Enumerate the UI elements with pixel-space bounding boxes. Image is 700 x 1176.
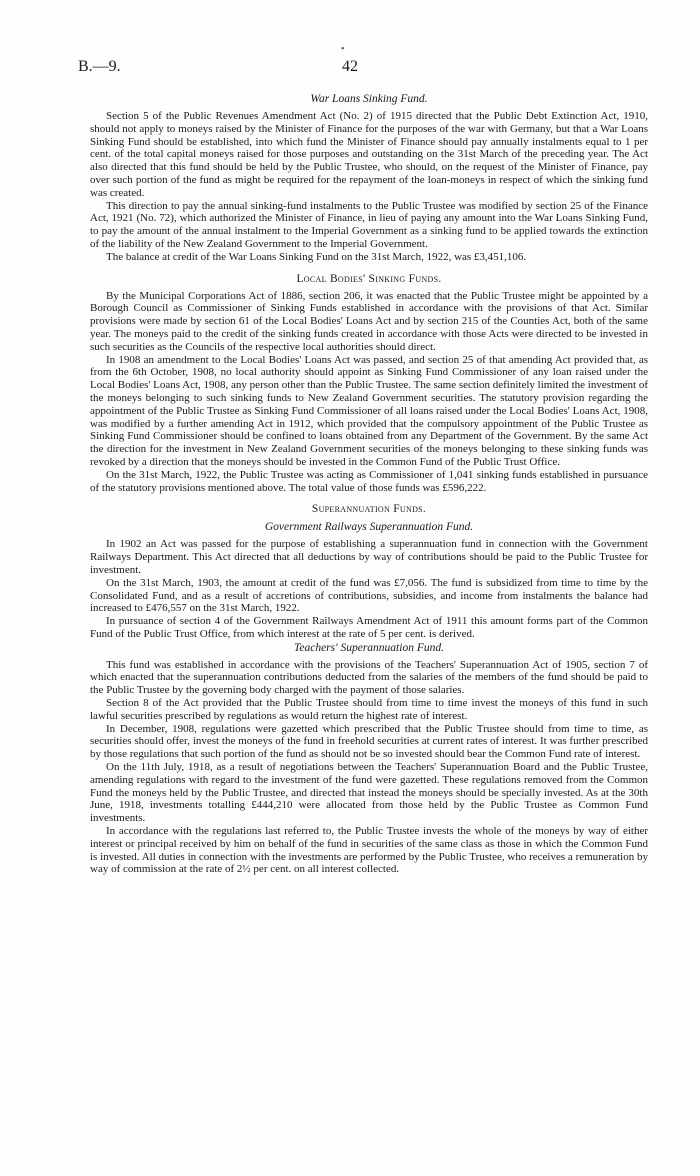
section-title-superannuation: Superannuation Funds. bbox=[311, 503, 427, 516]
paragraph: By the Municipal Corporations Act of 1886, section 206, it was enacted that the Public Trustee might be appointed by a Borough Council as Commissioner of Sinking Funds established in accordance with the provisions of that Act. Similar provisions were made by section 61 of the Local Bodies' Loans Act and by section 215 of the Counties Act, both of the same year. The moneys paid to the credit of the sinking funds created in accordance with those Acts were directed to be invested in such securities as the Councils of the respective local authorities should direct. bbox=[90, 289, 648, 353]
report-reference: B.—9. bbox=[78, 58, 121, 75]
paragraph: On the 11th July, 1918, as a result of negotiations between the Teachers' Superannuation Board and the Public Trustee, amending regulations with regard to the investment of the fund were gazetted. These regulations removed from the Common Fund the moneys held by the Public Trustee, and directed that instead the moneys should be specially invested. As at the 30th June, 1918, investments totalling £444,210 were allocated from those held by the Public Trustee as Common Fund investments. bbox=[90, 761, 648, 825]
paragraph: In 1902 an Act was passed for the purpose of establishing a superannuation fund in connection with the Government Railways Department. This Act directed that all deductions by way of contributions should be paid to the Public Trustee for investment. bbox=[90, 538, 648, 576]
paragraph: On the 31st March, 1922, the Public Trustee was acting as Commissioner of 1,041 sinking funds established in pursuance of the statutory provisions mentioned above. The total value of those funds was £596,222. bbox=[90, 468, 648, 494]
page-mark: • bbox=[341, 44, 345, 55]
paragraph: This fund was established in accordance with the provisions of the Teachers' Superannuation Act of 1905, section 7 of which enacted that the superannuation contributions deducted from the salaries of the members of the fund should be paid to the Public Trustee by the governing body charged with the payment of those salaries. bbox=[90, 658, 648, 697]
section-title-war-loans: War Loans Sinking Fund. bbox=[310, 93, 428, 105]
page-header bbox=[78, 58, 648, 82]
paragraph: In pursuance of section 4 of the Government Railways Amendment Act of 1911 this amount forms part of the Common Fund of the Public Trust Office, from which interest at the rate of 5 per cent. is derived. bbox=[90, 615, 648, 640]
paragraph: Section 5 of the Public Revenues Amendment Act (No. 2) of 1915 directed that the Public Debt Extinction Act, 1910, should not apply to moneys raised by the Minister of Finance for the purposes of the war with Germany, but that a War Loans Sinking Fund should be established, into which fund the Minister of Finance should pay annually instalments equal to 1 per cent. of the total capital moneys raised for those purposes and outstanding on the 31st March of the preceding year. The Act also directed that this fund should be held by the Public Trustee, who should, on the request of the Minister of Finance, pay over such portion of the fund as might be required for the repayment of the loan-moneys in respect of which the sinking fund was created. bbox=[90, 110, 648, 199]
paragraph: On the 31st March, 1903, the amount at credit of the fund was £7,056. The fund is subsidized from time to time by the Consolidated Fund, and as a result of accretions of contributions, subsidies, and income from instalments the balance had increased to £476,557 on the 31st March, 1922. bbox=[90, 576, 648, 615]
paragraph: Section 8 of the Act provided that the Public Trustee should from time to time invest the moneys of this fund in such lawful securities prescribed by regulations as would return the highest rate of interest. bbox=[90, 697, 648, 722]
paragraph: In 1908 an amendment to the Local Bodies' Loans Act was passed, and section 25 of that amending Act provided that, as from the 6th October, 1908, no local authority should appoint as Sinking Fund Commissioner of any loan raised under the Local Bodies' Loans Act, 1908, any person other than the Public Trustee. The same section definitely limited the investment of the moneys belonging to such sinking funds to New Zealand Government securities. The statutory provision regarding the appointment of the Public Trustee as Sinking Fund Commissioner of all loans raised under the Local Bodies' Loans Act, 1908, was modified by a further amending Act in 1912, which provided that the compulsory appointment of the Public Trustee as Sinking Fund Commissioner should be confined to loans obtained from any Department of the Government. By the same Act the direction for the investment in New Zealand Government securities of the moneys belonging to these sinking funds was revoked by a direction that the moneys should be invested in the Common Fund of the Public Trust Office. bbox=[90, 353, 648, 468]
paragraph: The balance at credit of the War Loans Sinking Fund on the 31st March, 1922, was £3,451,106. bbox=[106, 250, 527, 263]
subsection-title-teachers: Teachers' Superannuation Fund. bbox=[294, 641, 444, 654]
paragraph: In December, 1908, regulations were gazetted which prescribed that the Public Trustee should from time to time, as securities should offer, invest the moneys of the fund in freehold securities at current rates of interest. It was further prescribed by those regulations that such portion of the fund as should not be so invested should bear the Common Fund rate of interest. bbox=[90, 722, 648, 761]
paragraph: This direction to pay the annual sinking-fund instalments to the Public Trustee was modified by section 25 of the Finance Act, 1921 (No. 72), which authorized the Minister of Finance, in lieu of paying any amount into the War Loans Sinking Fund, to pay the amount of the annual instalment to the Imperial Government as a sinking fund to be applied towards the extinction of the liability of the New Zealand Government to the Imperial Government. bbox=[90, 199, 648, 250]
section-title-local-bodies: Local Bodies' Sinking Funds. bbox=[296, 272, 442, 285]
page-number: 42 bbox=[342, 58, 358, 75]
paragraph: In accordance with the regulations last referred to, the Public Trustee invests the whole of the moneys by way of either interest or principal received by him on behalf of the fund in securities of the same class as those in which the Common Fund is invested. All duties in connection with the investments are performed by the Public Trustee, who receives a remuneration by way of commission at the rate of 2½ per cent. on all interest collected. bbox=[90, 825, 648, 876]
subsection-title-railways: Government Railways Superannuation Fund. bbox=[264, 521, 474, 534]
